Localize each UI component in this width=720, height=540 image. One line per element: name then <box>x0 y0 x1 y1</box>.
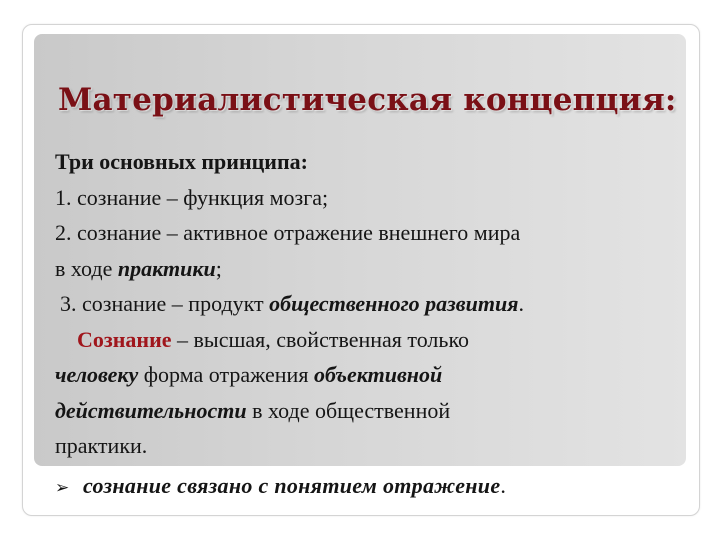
principle-1: 1. сознание – функция мозга; <box>55 184 329 210</box>
definition-emphasis-objective: объективной <box>313 362 443 387</box>
bullet-text: сознание связано с понятием отражение <box>83 473 501 498</box>
principle-3 <box>55 286 695 322</box>
principle-2-line-1: 2. сознание – активное отражение внешнего мира <box>55 220 521 245</box>
arrow-bullet-icon: ➢ <box>55 478 70 498</box>
principles-heading: Три основных принципа: <box>55 149 308 174</box>
principle-2-emphasis: практики <box>117 255 216 281</box>
principle-2-prefix: в ходе <box>55 255 118 281</box>
definition-line-1-rest: – высшая, свойственная только <box>171 326 470 352</box>
definition-line-1 <box>55 322 695 358</box>
definition-line-3 <box>55 393 695 429</box>
bullet-suffix: . <box>500 473 506 498</box>
slide-body <box>55 144 695 464</box>
definition-emphasis-reality: действительности <box>55 397 247 423</box>
principle-3-suffix: . <box>518 291 525 316</box>
principle-3-emphasis: общественного развития <box>269 291 519 316</box>
principle-2-suffix: ; <box>215 255 222 281</box>
definition-line-2 <box>55 357 695 393</box>
definition-emphasis-human: человеку <box>55 362 139 387</box>
bullet-item <box>55 470 695 504</box>
slide-title: Материалистическая концепция: <box>58 82 677 118</box>
definition-line-4: практики. <box>55 433 148 458</box>
principle-2-line-2 <box>55 251 695 287</box>
principle-3-prefix: 3. сознание – продукт <box>60 291 270 316</box>
definition-line-3-rest: в ходе общественной <box>246 397 451 423</box>
definition-line-2-mid: форма отражения <box>138 362 314 387</box>
definition-term: Сознание <box>77 326 172 352</box>
